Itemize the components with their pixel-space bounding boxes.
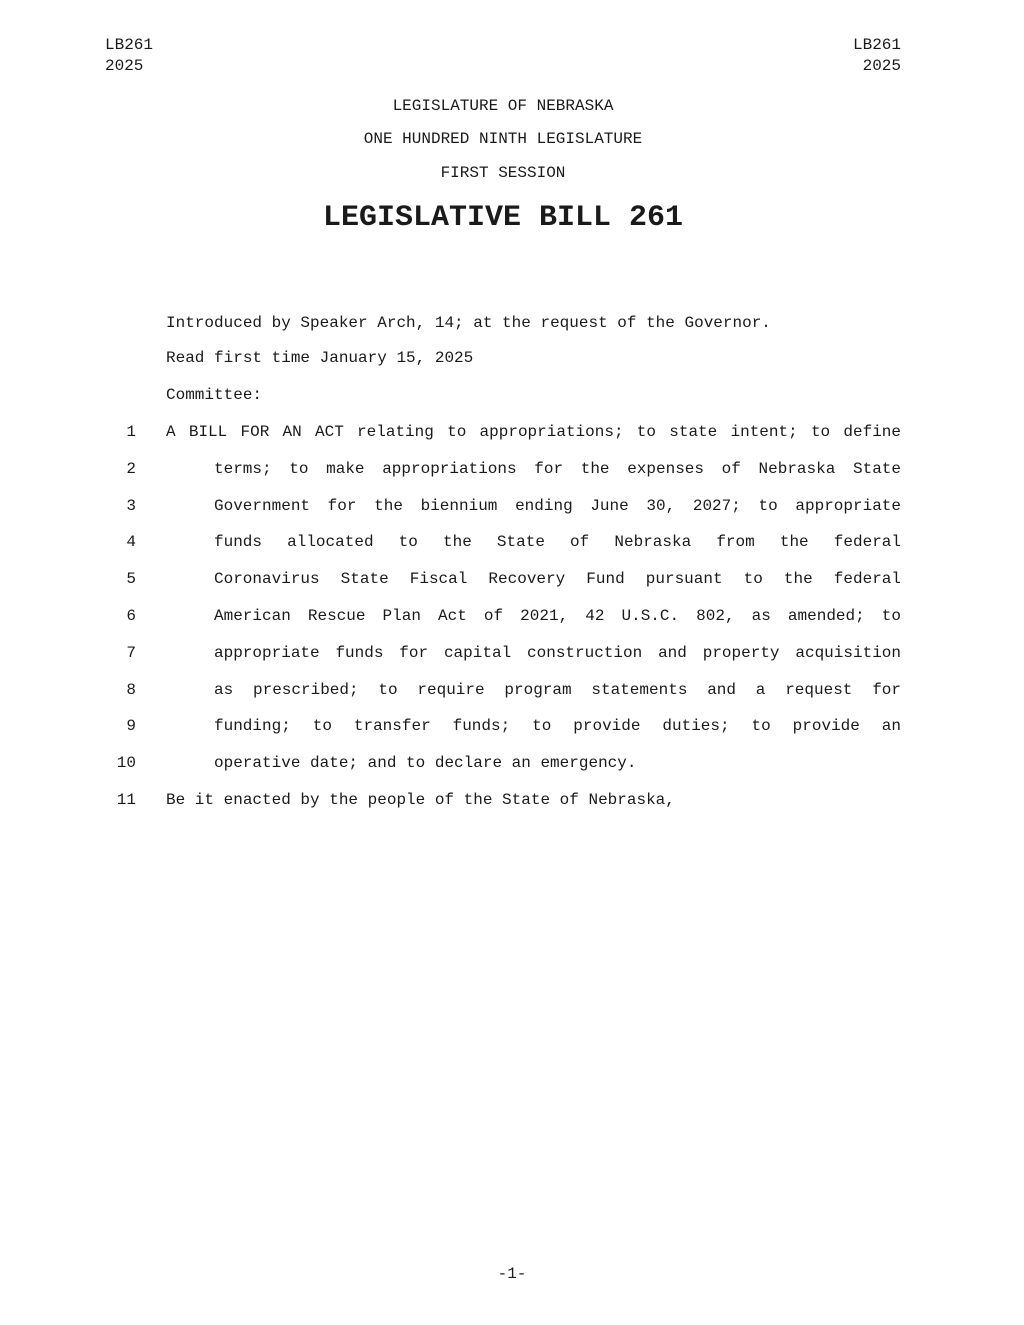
read-first-time: Read first time January 15, 2025 (166, 349, 474, 367)
legislature-name: LEGISLATURE OF NEBRASKA (392, 97, 614, 115)
bill-line (0, 568, 1024, 605)
bill-line (0, 679, 1024, 716)
header-left (105, 35, 153, 77)
introduced-by: Introduced by Speaker Arch, 14; at the request of the Governor. (166, 314, 771, 332)
bill-line (0, 752, 1024, 789)
line-number: 9 (126, 717, 136, 736)
line-text: funds allocated to the State of Nebraska from the federal (214, 533, 901, 552)
header-right-year: 2025 (862, 57, 901, 75)
header-right-bill: LB261 (852, 36, 901, 54)
bill-line (0, 605, 1024, 642)
line-number: 1 (126, 423, 136, 441)
bill-line (0, 421, 1024, 458)
line-number: 2 (126, 459, 136, 478)
line-number: 11 (116, 790, 136, 809)
line-number: 3 (126, 496, 136, 515)
bill-line (0, 715, 1024, 752)
header-left-bill: LB261 (105, 36, 154, 54)
line-number: 7 (126, 643, 136, 662)
page-number: -1- (497, 1265, 527, 1283)
line-number: 4 (126, 533, 136, 552)
line-text: terms; to make appropriations for the expenses of Nebraska State (214, 459, 901, 478)
line-text: American Rescue Plan Act of 2021, 42 U.S.C. 802, as amended; to (214, 606, 901, 625)
line-number: 8 (126, 680, 136, 699)
line-text: Coronavirus State Fiscal Recovery Fund pursuant to the federal (214, 570, 901, 589)
bill-title: LEGISLATIVE BILL 261 (322, 201, 684, 235)
header-left-year: 2025 (105, 57, 144, 75)
bill-line (0, 531, 1024, 568)
line-text: Government for the biennium ending June 30, 2027; to appropriate (214, 496, 901, 515)
line-number: 5 (126, 570, 136, 589)
line-text: appropriate funds for capital construction and property acquisition (214, 643, 901, 662)
line-text: A BILL FOR AN ACT relating to appropriations; to state intent; to define (166, 423, 901, 441)
line-number: 10 (116, 754, 136, 773)
line-text: Be it enacted by the people of the State of Nebraska, (166, 790, 675, 809)
legislature-number: ONE HUNDRED NINTH LEGISLATURE (363, 130, 643, 148)
line-text: funding; to transfer funds; to provide duties; to provide an (214, 717, 901, 736)
committee-label: Committee: (166, 386, 263, 404)
header-right (853, 35, 901, 77)
line-text: operative date; and to declare an emergency. (214, 754, 637, 773)
bill-line (0, 642, 1024, 679)
line-text: as prescribed; to require program statements and a request for (214, 680, 901, 699)
bill-line (0, 789, 1024, 826)
bill-line (0, 458, 1024, 495)
bill-line (0, 495, 1024, 532)
bill-text-lines (0, 421, 1024, 826)
line-number: 6 (126, 606, 136, 625)
session-name: FIRST SESSION (440, 164, 566, 182)
